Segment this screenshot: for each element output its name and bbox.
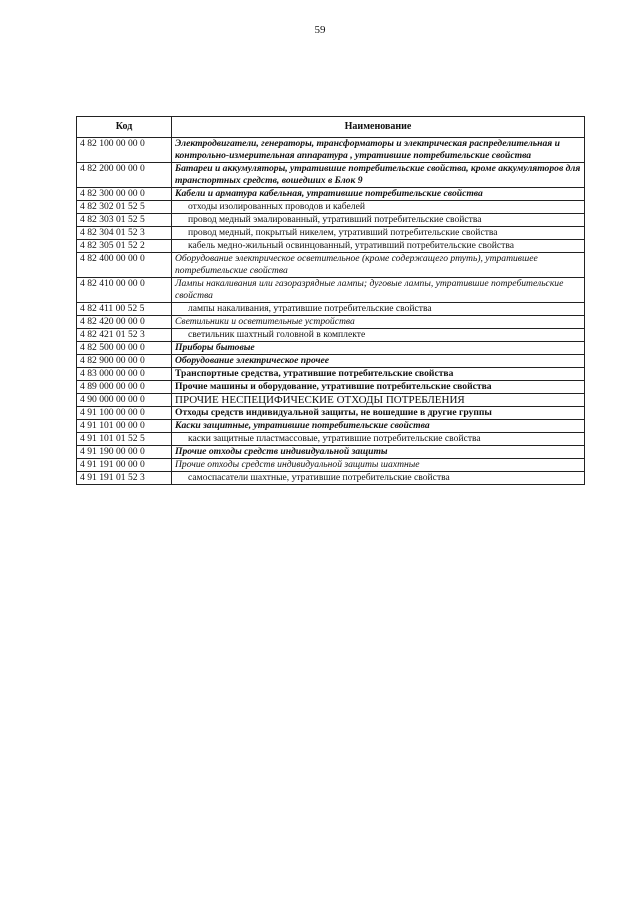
row-code: 4 82 420 00 00 0	[77, 316, 172, 329]
row-code: 4 91 190 00 00 0	[77, 446, 172, 459]
table-row	[77, 459, 585, 472]
table-row	[77, 138, 585, 163]
row-name: Транспортные средства, утратившие потребительские свойства	[172, 368, 585, 381]
table-row	[77, 368, 585, 381]
row-name: Оборудование электрическое осветительное (кроме содержащего ртуть), утратившее потребительские свойства	[172, 253, 585, 278]
row-code: 4 82 900 00 00 0	[77, 355, 172, 368]
table-row	[77, 227, 585, 240]
row-code: 4 82 303 01 52 5	[77, 214, 172, 227]
row-name: Прочие машины и оборудование, утратившие потребительские свойства	[172, 381, 585, 394]
row-code: 4 89 000 00 00 0	[77, 381, 172, 394]
table-row	[77, 201, 585, 214]
table-row	[77, 342, 585, 355]
table-row	[77, 355, 585, 368]
table-row	[77, 446, 585, 459]
row-name: Лампы накаливания или газоразрядные лампы; дуговые лампы, утратившие потребительские свойства	[172, 278, 585, 303]
table-row	[77, 329, 585, 342]
table-row	[77, 420, 585, 433]
row-name: Электродвигатели, генераторы, трансформаторы и электрическая распределительная и контрольно-измерительная аппаратура , утратившие потребительские свойства	[172, 138, 585, 163]
row-name: Приборы бытовые	[172, 342, 585, 355]
row-code: 4 82 305 01 52 2	[77, 240, 172, 253]
row-name: провод медный эмалированный, утративший потребительские свойства	[172, 214, 585, 227]
header-row	[77, 117, 585, 138]
row-name: Каски защитные, утратившие потребительские свойства	[172, 420, 585, 433]
waste-codes-table	[76, 116, 585, 485]
row-name: ПРОЧИЕ НЕСПЕЦИФИЧЕСКИЕ ОТХОДЫ ПОТРЕБЛЕНИЯ	[172, 394, 585, 407]
column-header-name: Наименование	[172, 117, 585, 138]
row-code: 4 83 000 00 00 0	[77, 368, 172, 381]
row-name: провод медный, покрытый никелем, утративший потребительские свойства	[172, 227, 585, 240]
row-code: 4 82 300 00 00 0	[77, 188, 172, 201]
row-name: кабель медно-жильный освинцованный, утративший потребительские свойства	[172, 240, 585, 253]
page-number: 59	[314, 24, 326, 36]
row-name: светильник шахтный головной в комплекте	[172, 329, 585, 342]
row-code: 4 91 101 00 00 0	[77, 420, 172, 433]
table-header	[77, 117, 585, 138]
row-code: 4 82 200 00 00 0	[77, 163, 172, 188]
row-code: 4 91 191 00 00 0	[77, 459, 172, 472]
row-name: отходы изолированных проводов и кабелей	[172, 201, 585, 214]
row-name: каски защитные пластмассовые, утратившие потребительские свойства	[172, 433, 585, 446]
row-name: Отходы средств индивидуальной защиты, не вошедшие в другие группы	[172, 407, 585, 420]
table-row	[77, 240, 585, 253]
table-row	[77, 163, 585, 188]
row-code: 4 82 421 01 52 3	[77, 329, 172, 342]
row-name: Прочие отходы средств индивидуальной защиты	[172, 446, 585, 459]
table-row	[77, 433, 585, 446]
row-code: 4 82 400 00 00 0	[77, 253, 172, 278]
row-name: Батареи и аккумуляторы, утратившие потребительские свойства, кроме аккумуляторов для транспортных средств, вошедших в Блок 9	[172, 163, 585, 188]
table-row	[77, 188, 585, 201]
table-row	[77, 394, 585, 407]
row-name: самоспасатели шахтные, утратившие потребительские свойства	[172, 472, 585, 485]
table-row	[77, 407, 585, 420]
table-row	[77, 214, 585, 227]
table-row	[77, 303, 585, 316]
row-name: лампы накаливания, утратившие потребительские свойства	[172, 303, 585, 316]
column-header-code: Код	[77, 117, 172, 138]
table-row	[77, 381, 585, 394]
row-code: 4 82 500 00 00 0	[77, 342, 172, 355]
row-code: 4 82 411 00 52 5	[77, 303, 172, 316]
table-row	[77, 472, 585, 485]
row-code: 4 91 100 00 00 0	[77, 407, 172, 420]
table-row	[77, 278, 585, 303]
table-row	[77, 316, 585, 329]
row-name: Прочие отходы средств индивидуальной защиты шахтные	[172, 459, 585, 472]
row-code: 4 82 304 01 52 3	[77, 227, 172, 240]
table-row	[77, 253, 585, 278]
table-body	[77, 138, 585, 485]
row-code: 4 91 101 01 52 5	[77, 433, 172, 446]
row-name: Светильники и осветительные устройства	[172, 316, 585, 329]
row-code: 4 82 100 00 00 0	[77, 138, 172, 163]
row-code: 4 90 000 00 00 0	[77, 394, 172, 407]
row-code: 4 82 302 01 52 5	[77, 201, 172, 214]
row-name: Оборудование электрическое прочее	[172, 355, 585, 368]
row-code: 4 91 191 01 52 3	[77, 472, 172, 485]
row-code: 4 82 410 00 00 0	[77, 278, 172, 303]
row-name: Кабели и арматура кабельная, утратившие потребительские свойства	[172, 188, 585, 201]
